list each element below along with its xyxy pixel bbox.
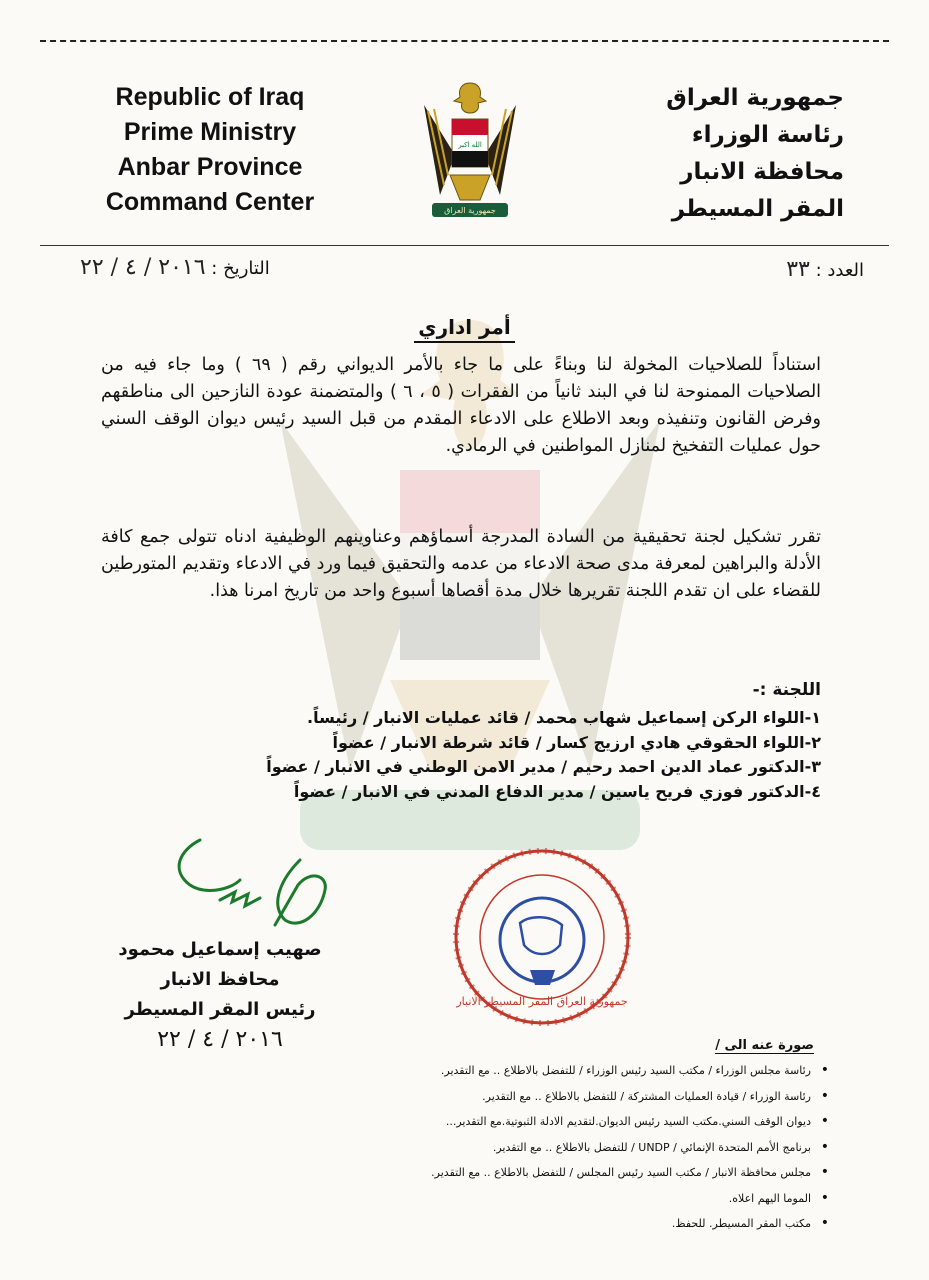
letterhead-en-line-2: Prime Ministry	[123, 118, 297, 146]
cc-item: • ديوان الوقف السني.مكتب السيد رئيس الديوان.لتقديم الادلة الثبوتية.مع التقدير...	[309, 1109, 829, 1135]
cc-heading: صورة عنه الى /	[715, 1038, 814, 1053]
document-number	[786, 257, 864, 282]
top-dashed-border	[40, 40, 889, 42]
committee-member: ٣-الدكتور عماد الدين احمد رحيم / مدير الامن الوطني في الانبار / عضواً	[266, 757, 821, 776]
letterhead-ar-line-1: جمهورية العراق	[666, 85, 844, 111]
emblem-caption: جمهورية العراق	[444, 206, 496, 215]
cc-item: • برنامج الأمم المتحدة الإنمائي / UNDP / للتفضل بالاطلاع .. مع التقدير.	[309, 1135, 829, 1161]
number-value: ٣٣	[786, 257, 810, 282]
cc-item: • مكتب المقر المسيطر. للحفظ.	[309, 1211, 829, 1237]
handwritten-signature	[160, 830, 340, 940]
cc-item: • الموما اليهم اعلاه.	[309, 1186, 829, 1212]
cc-item: • رئاسة الوزراء / قيادة العمليات المشتركة / للتفضل بالاطلاع .. مع التقدير.	[309, 1084, 829, 1110]
committee-member: ٤-الدكتور فوزي فريح ياسين / مدير الدفاع المدني في الانبار / عضواً	[293, 781, 821, 801]
cc-item: • رئاسة مجلس الوزراء / مكتب السيد رئيس الوزراء / للتفضل بالاطلاع .. مع التقدير.	[309, 1058, 829, 1084]
number-label: العدد :	[815, 260, 864, 281]
official-stamp-icon	[450, 845, 635, 1030]
english-letterhead	[60, 80, 360, 220]
iraq-eagle-emblem-icon	[410, 75, 530, 225]
committee-member: ٢-اللواء الحقوقي هادي ارزيج كسار / قائد شرطة الانبار / عضواً	[332, 732, 821, 752]
letterhead-en-line-3: Anbar Province	[117, 153, 303, 181]
body-paragraph-2: تقرر تشكيل لجنة تحقيقية من السادة المدرجة أسماؤهم وعناوينهم الوظيفية ادناه تتولى جمع كافة الأدلة والبراهين لمعرفة مدى صحة الادعاء من عدمه والتحقيق فيما ورد في الادعاء وتقديم المتورطين للقضاء على ان تقدم اللجنة تقريرها خلال مدة أقصاها أسبوع واحد من تاريخ امرنا هذا.	[101, 527, 821, 601]
date-value: ٢٠١٦ / ٤ / ٢٢	[80, 255, 206, 280]
header-divider	[40, 245, 889, 246]
letterhead-ar-line-2: رئاسة الوزراء	[691, 122, 844, 148]
body-paragraph-1: استناداً للصلاحيات المخولة لنا وبناءً على ما جاء بالأمر الديواني رقم ( ٦٩ ) وما جاء فيه من الصلاحيات الممنوحة لنا في البند ثانياً من الفقرات ( ٥ ، ٦ ) والمتضمنة عودة النازحين الى مناطقهم وفرض القانون وتنفيذه وبعد الاطلاع على الادعاء المقدم من قبل السيد رئيس ديوان الوقف السني حول عمليات التفخيخ لمنازل المواطنين في الرمادي.	[101, 355, 822, 456]
arabic-letterhead	[584, 80, 844, 228]
stamp-text: جمهورية العراق المقر المسيطر الانبار	[456, 995, 628, 1008]
signatory-block	[90, 935, 350, 1055]
document-title: أمر اداري	[0, 315, 929, 339]
document-date	[80, 255, 270, 280]
committee-heading: اللجنة :-	[752, 680, 821, 700]
letterhead-ar-line-3: محافظة الانبار	[680, 159, 844, 185]
signatory-name: صهيب إسماعيل محمود	[118, 939, 322, 960]
svg-text:الله اكبر: الله اكبر	[458, 141, 482, 149]
letterhead-en-line-1: Republic of Iraq	[115, 83, 305, 111]
signatory-date: ٢٠١٦ / ٤ / ٢٢	[157, 1027, 283, 1052]
letterhead-en-line-4: Command Center	[105, 188, 315, 216]
signatory-title-2: رئيس المقر المسيطر	[124, 999, 316, 1020]
committee-member: ١-اللواء الركن إسماعيل شهاب محمد / قائد عمليات الانبار / رئيساً.	[307, 708, 821, 727]
signatory-title-1: محافظ الانبار	[160, 969, 280, 990]
date-label: التاريخ :	[211, 258, 270, 279]
letterhead-ar-line-4: المقر المسيطر	[671, 196, 844, 222]
cc-item: • مجلس محافظة الانبار / مكتب السيد رئيس المجلس / للتفضل بالاطلاع .. مع التقدير.	[309, 1160, 829, 1186]
committee-list	[266, 706, 821, 804]
cc-list	[309, 1058, 829, 1237]
